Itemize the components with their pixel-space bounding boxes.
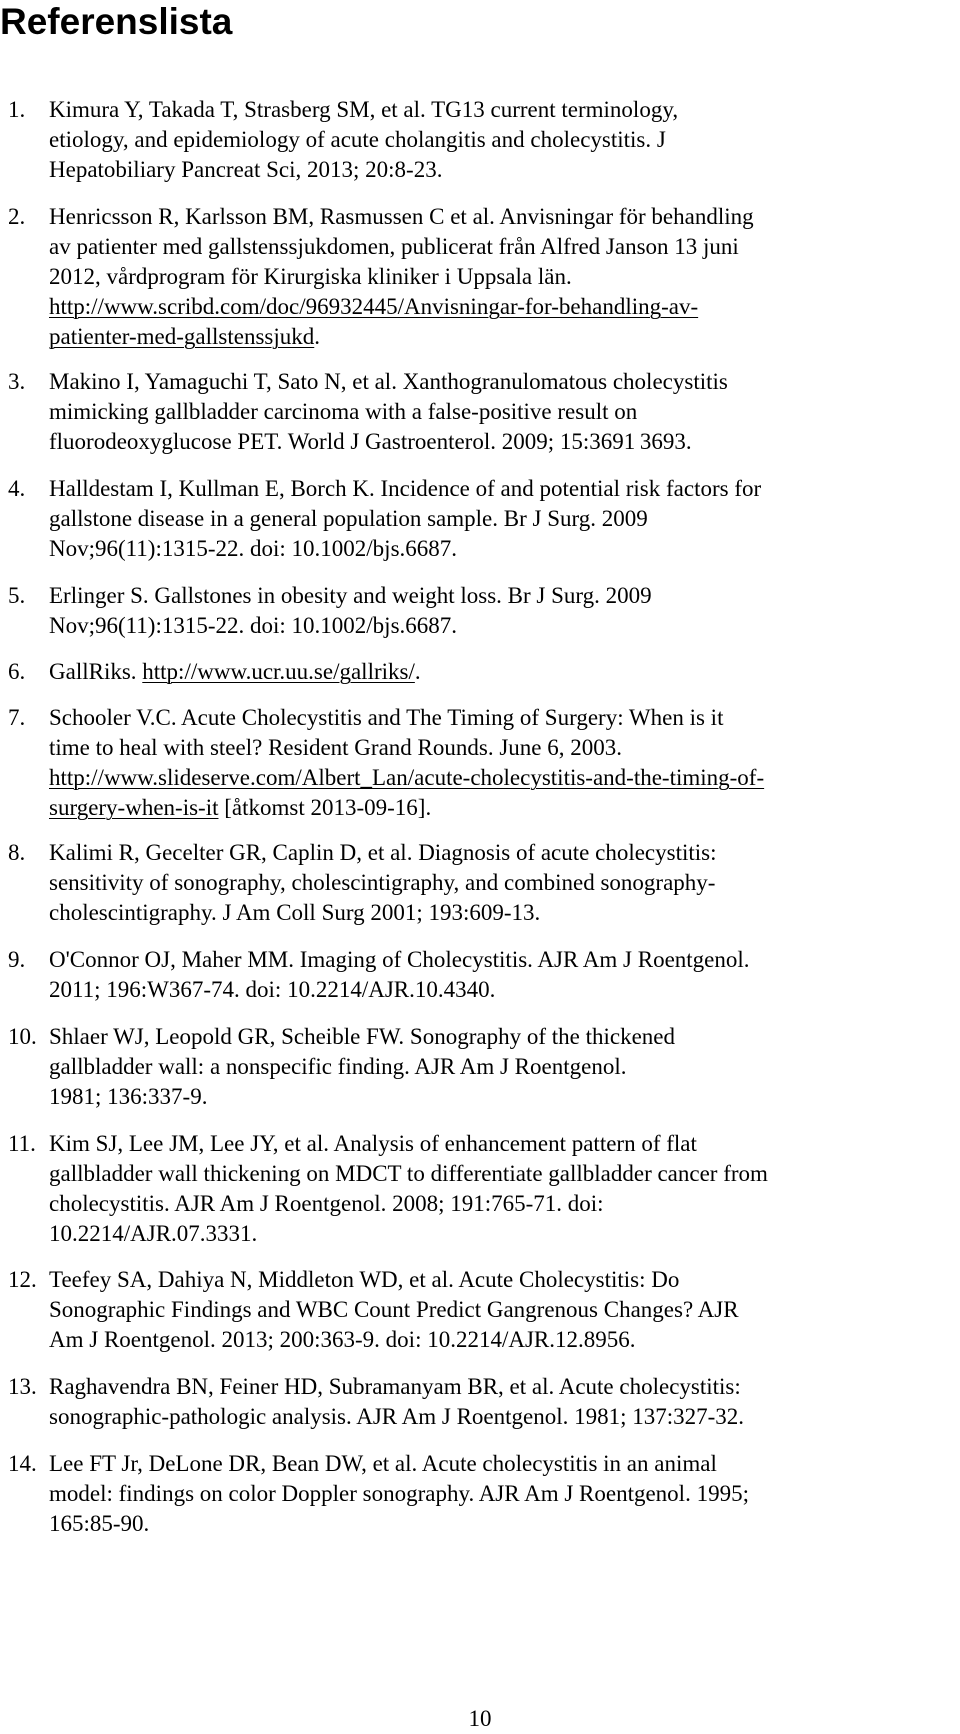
reference-text xyxy=(49,202,959,352)
reference-link[interactable]: http://www.scribd.com/doc/96932445/Anvisningar-for-behandling-av- xyxy=(49,294,699,319)
reference-line: Raghavendra BN, Feiner HD, Subramanyam BR, et al. Acute cholecystitis: xyxy=(49,1374,741,1399)
reference-line: Shlaer WJ, Leopold GR, Scheible FW. Sonography of the thickened xyxy=(49,1024,676,1049)
reference-line: Kalimi R, Gecelter GR, Caplin D, et al. Diagnosis of acute cholecystitis: xyxy=(49,840,717,865)
reference-line: Schooler V.C. Acute Cholecystitis and The Timing of Surgery: When is it xyxy=(49,705,724,730)
reference-line: O'Connor OJ, Maher MM. Imaging of Cholecystitis. AJR Am J Roentgenol. xyxy=(49,947,750,972)
reference-line: gallstone disease in a general population sample. Br J Surg. 2009 xyxy=(49,506,648,531)
reference-text xyxy=(49,367,959,457)
reference-line: Kim SJ, Lee JM, Lee JY, et al. Analysis of enhancement pattern of flat xyxy=(49,1131,697,1156)
reference-number: 3. xyxy=(8,369,26,394)
reference-text xyxy=(49,1265,959,1355)
reference-line: time to heal with steel? Resident Grand Rounds. June 6, 2003. xyxy=(49,735,622,760)
reference-text xyxy=(49,838,959,928)
reference-number: 6. xyxy=(8,659,26,684)
reference-line: 2011; 196:W367-74. doi: 10.2214/AJR.10.4340. xyxy=(49,977,496,1002)
reference-link[interactable]: surgery-when-is-it xyxy=(49,795,219,820)
reference-text xyxy=(49,1372,959,1432)
reference-text xyxy=(49,1129,959,1249)
reference-link-line xyxy=(49,322,959,352)
reference-line: 2012, vårdprogram för Kirurgiska kliniker i Uppsala län. xyxy=(49,264,572,289)
reference-line: Sonographic Findings and WBC Count Predict Gangrenous Changes? AJR xyxy=(49,1297,739,1322)
reference-line: Halldestam I, Kullman E, Borch K. Incidence of and potential risk factors for xyxy=(49,476,762,501)
reference-number: 11. xyxy=(8,1131,36,1156)
reference-line: Kimura Y, Takada T, Strasberg SM, et al. TG13 current terminology, xyxy=(49,97,679,122)
reference-number: 4. xyxy=(8,476,26,501)
reference-line: Nov;96(11):1315-22. doi: 10.1002/bjs.6687. xyxy=(49,536,458,561)
reference-number: 14. xyxy=(8,1451,37,1476)
reference-link-suffix: . xyxy=(314,324,320,349)
reference-number: 8. xyxy=(8,840,26,865)
reference-prefix: GallRiks. xyxy=(49,659,143,684)
reference-line: fluorodeoxyglucose PET. World J Gastroenterol. 2009; 15:3691 3693. xyxy=(49,429,692,454)
reference-line: 165:85-90. xyxy=(49,1511,150,1536)
reference-line: Teefey SA, Dahiya N, Middleton WD, et al. Acute Cholecystitis: Do xyxy=(49,1267,680,1292)
reference-line: Nov;96(11):1315-22. doi: 10.1002/bjs.6687. xyxy=(49,613,458,638)
reference-number: 9. xyxy=(8,947,26,972)
reference-text xyxy=(49,657,959,687)
reference-number: 2. xyxy=(8,204,26,229)
reference-link[interactable]: patienter-med-gallstenssjukd xyxy=(49,324,315,349)
page-title: Referenslista xyxy=(0,1,233,42)
reference-line: Lee FT Jr, DeLone DR, Bean DW, et al. Acute cholecystitis in an animal xyxy=(49,1451,717,1476)
reference-link[interactable]: http://www.slideserve.com/Albert_Lan/acute-cholecystitis-and-the-timing-of- xyxy=(49,765,765,790)
reference-line: sonographic-pathologic analysis. AJR Am J Roentgenol. 1981; 137:327-32. xyxy=(49,1404,745,1429)
reference-line xyxy=(49,657,959,687)
reference-line: Am J Roentgenol. 2013; 200:363-9. doi: 10.2214/AJR.12.8956. xyxy=(49,1327,636,1352)
reference-link[interactable]: http://www.ucr.uu.se/gallriks/ xyxy=(142,659,415,684)
reference-line: av patienter med gallstenssjukdomen, publicerat från Alfred Janson 13 juni xyxy=(49,234,739,259)
reference-number: 7. xyxy=(8,705,26,730)
reference-text xyxy=(49,581,959,641)
reference-link-line xyxy=(49,763,959,793)
reference-number: 13. xyxy=(8,1374,37,1399)
reference-number: 10. xyxy=(8,1024,37,1049)
reference-number: 12. xyxy=(8,1267,37,1292)
reference-line: mimicking gallbladder carcinoma with a false-positive result on xyxy=(49,399,638,424)
reference-line: gallbladder wall: a nonspecific finding. AJR Am J Roentgenol. xyxy=(49,1054,627,1079)
reference-line: Henricsson R, Karlsson BM, Rasmussen C et al. Anvisningar för behandling xyxy=(49,204,754,229)
reference-line: Erlinger S. Gallstones in obesity and weight loss. Br J Surg. 2009 xyxy=(49,583,652,608)
reference-suffix: . xyxy=(414,659,421,684)
reference-number: 5. xyxy=(8,583,26,608)
page-number: 10 xyxy=(468,1706,492,1731)
reference-line: Makino I, Yamaguchi T, Sato N, et al. Xanthogranulomatous cholecystitis xyxy=(49,369,728,394)
reference-link-line xyxy=(49,292,959,322)
reference-text xyxy=(49,703,959,823)
reference-link-line xyxy=(49,793,959,823)
reference-number: 1. xyxy=(8,97,26,122)
reference-line: Hepatobiliary Pancreat Sci, 2013; 20:8-23. xyxy=(49,157,443,182)
reference-line: cholescintigraphy. J Am Coll Surg 2001; 193:609-13. xyxy=(49,900,541,925)
reference-text xyxy=(49,474,959,564)
reference-text xyxy=(49,1022,959,1112)
reference-line: cholecystitis. AJR Am J Roentgenol. 2008; 191:765-71. doi: xyxy=(49,1191,604,1216)
reference-line: model: findings on color Doppler sonography. AJR Am J Roentgenol. 1995; xyxy=(49,1481,749,1506)
reference-text xyxy=(49,945,959,1005)
reference-line: 10.2214/AJR.07.3331. xyxy=(49,1221,258,1246)
reference-line: gallbladder wall thickening on MDCT to differentiate gallbladder cancer from xyxy=(49,1161,768,1186)
reference-text xyxy=(49,95,959,185)
reference-link-suffix: [åtkomst 2013-09-16]. xyxy=(218,795,432,820)
reference-line: sensitivity of sonography, cholescintigraphy, and combined sonography- xyxy=(49,870,716,895)
reference-line: 1981; 136:337-9. xyxy=(49,1084,208,1109)
reference-line: etiology, and epidemiology of acute cholangitis and cholecystitis. J xyxy=(49,127,666,152)
reference-text xyxy=(49,1449,959,1539)
